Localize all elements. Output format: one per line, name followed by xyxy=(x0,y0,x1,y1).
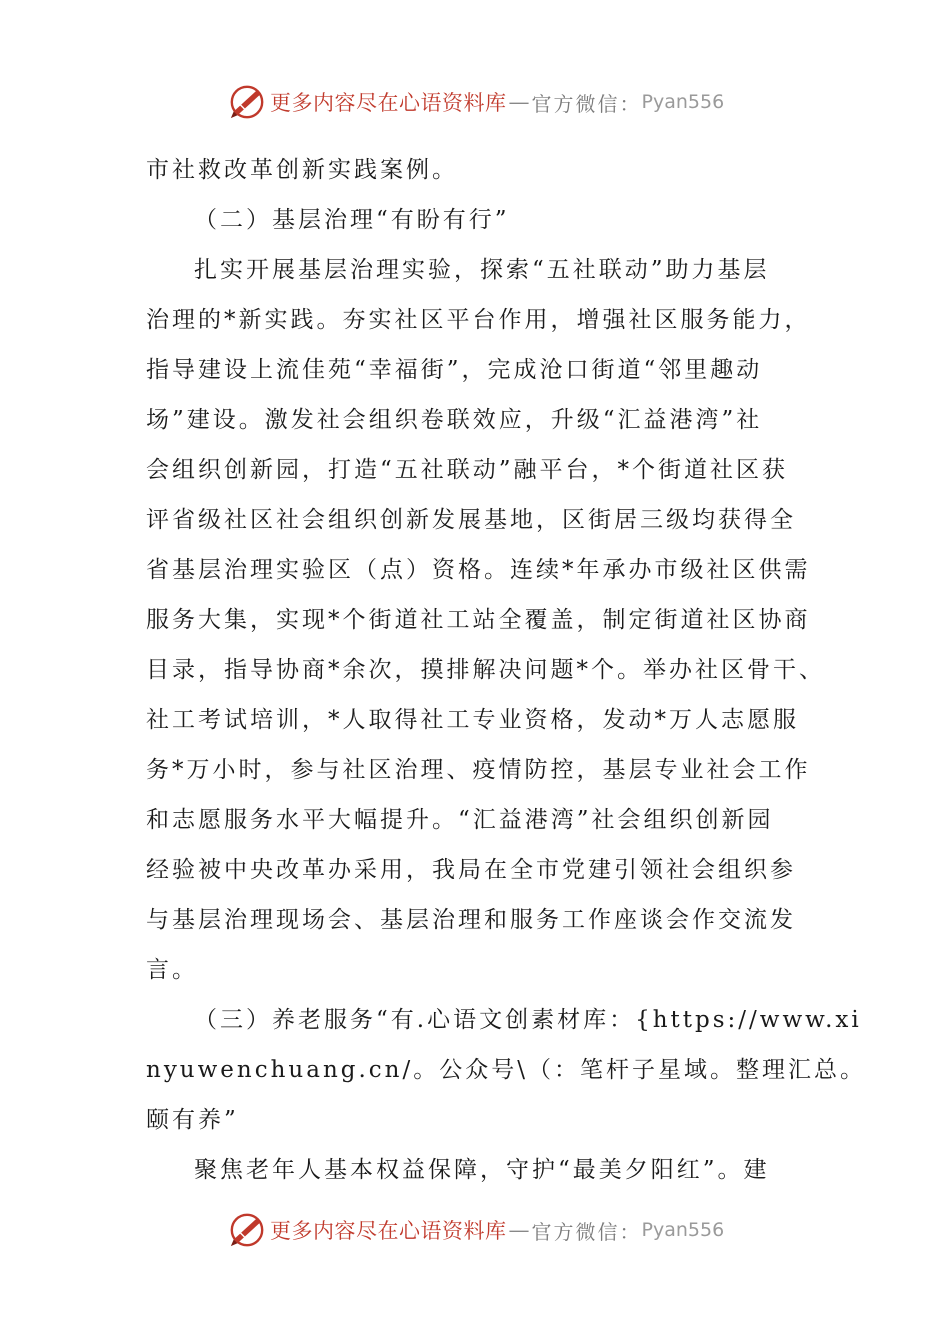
text-line: 扎实开展基层治理实验，探索“五社联动”助力基层 xyxy=(194,257,770,283)
paragraph-elderly-care xyxy=(146,1145,816,1195)
text-line: 省基层治理实验区（点）资格。连续*年承办市级社区供需 xyxy=(146,557,811,583)
text-line: 会组织创新园，打造“五社联动”融平台，*个街道社区获 xyxy=(146,457,789,483)
paragraph-grassroots-governance xyxy=(146,245,825,995)
section-heading-grassroots-governance xyxy=(146,195,816,245)
text-line: 与基层治理现场会、基层治理和服务工作座谈会作交流发 xyxy=(146,907,796,933)
pen-seal-logo-icon xyxy=(228,83,266,121)
text-line: 治理的*新实践。夯实社区平台作用，增强社区服务能力， xyxy=(146,307,811,333)
text-line: 社工考试培训，*人取得社工专业资格，发动*万人志愿服 xyxy=(146,707,799,733)
watermark-wechat-id: Pyan556 xyxy=(641,91,725,113)
text-line: 服务大集，实现*个街道社工站全覆盖，制定街道社区协商 xyxy=(146,607,811,633)
watermark-site-name: 更多内容尽在心语资料库 xyxy=(270,91,507,115)
watermark-wechat-id: Pyan556 xyxy=(641,1219,725,1241)
watermark-dash: — xyxy=(508,1218,530,1242)
text-line: 经验被中央改革办采用，我局在全市党建引领社会组织参 xyxy=(146,857,796,883)
pen-seal-logo-icon xyxy=(228,1211,266,1249)
paragraph-case-ending xyxy=(146,145,816,195)
text-line: 指导建设上流佳苑“幸福街”，完成沧口街道“邻里趣动 xyxy=(146,357,763,383)
watermark-label: 官方微信： xyxy=(531,91,642,116)
paragraph-source-note xyxy=(146,1045,866,1145)
watermark-site-name: 更多内容尽在心语资料库 xyxy=(270,1219,507,1243)
text-line: 颐有养” xyxy=(146,1107,239,1133)
text-line: 和志愿服务水平大幅提升。“汇益港湾”社会组织创新园 xyxy=(146,807,774,833)
section-heading-elderly-care xyxy=(146,995,862,1045)
text-line: 评省级社区社会组织创新发展基地，区街居三级均获得全 xyxy=(146,507,796,533)
section-heading: （三）养老服务“有.心语文创素材库：{https://www.xi xyxy=(194,1007,862,1033)
text-line: 市社救改革创新实践案例。 xyxy=(146,157,458,183)
footer-watermark xyxy=(228,1210,724,1250)
text-line: nyuwenchuang.cn/。公众号\（：笔杆子星域。整理汇总。 xyxy=(146,1057,866,1083)
watermark-label: 官方微信： xyxy=(531,1219,642,1244)
text-line: 言。 xyxy=(146,957,198,983)
text-line: 目录，指导协商*余次，摸排解决问题*个。举办社区骨干、 xyxy=(146,657,825,683)
text-line: 场”建设。激发社会组织卷联效应，升级“汇益港湾”社 xyxy=(146,407,763,433)
text-line: 聚焦老年人基本权益保障，守护“最美夕阳红”。建 xyxy=(194,1157,770,1183)
header-watermark xyxy=(228,82,724,122)
section-heading: （二）基层治理“有盼有行” xyxy=(194,207,510,233)
text-line: 务*万小时，参与社区治理、疫情防控，基层专业社会工作 xyxy=(146,757,811,783)
document-body xyxy=(146,145,866,1195)
watermark-dash: — xyxy=(508,90,530,114)
